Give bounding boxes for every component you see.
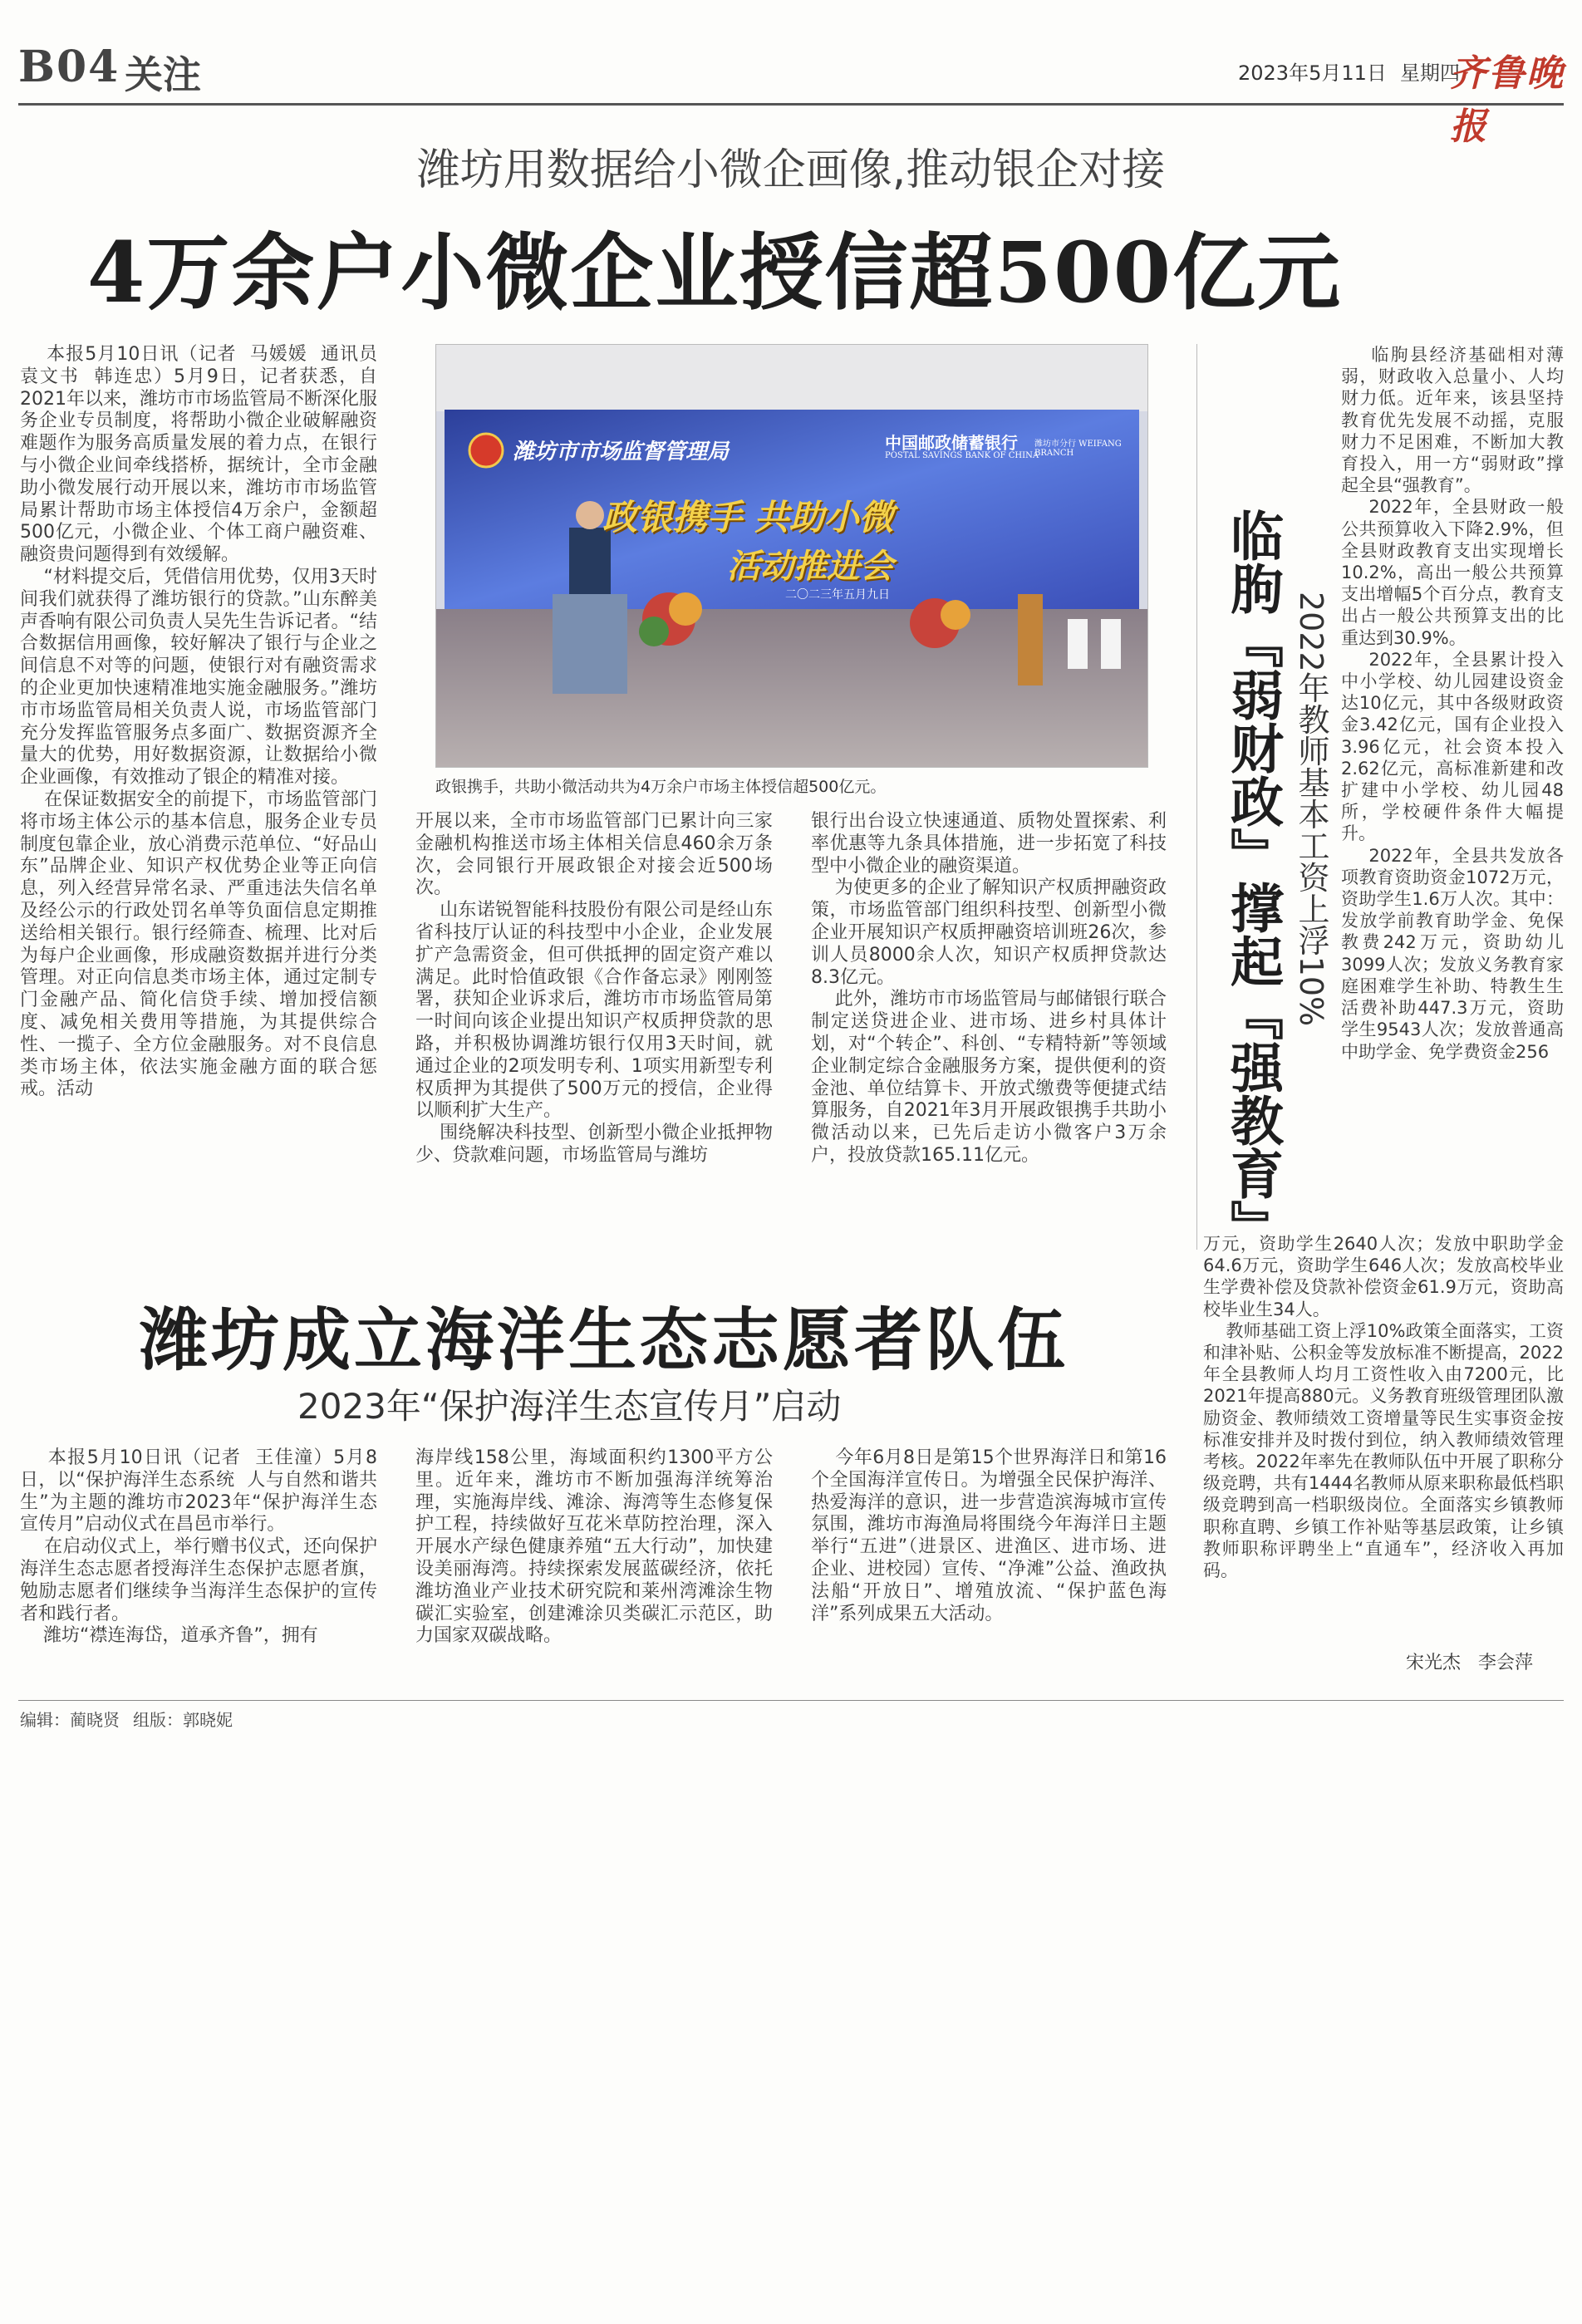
footer-rule: [18, 1700, 1564, 1701]
footer-editor: 编辑：蔺晓贤: [20, 1710, 120, 1730]
photo-caption: 政银携手，共助小微活动共为4万余户市场主体授信超500亿元。: [435, 778, 887, 796]
issue-weekday: 星期四: [1400, 61, 1460, 85]
sidebar-title: 临朐『弱财政』撑起『强教育』: [1221, 509, 1284, 1253]
article1-column-1: 本报5月10日讯（记者 马媛媛 通讯员 袁文书 韩连忠）5月9日，记者获悉，自2021年以来，潍坊市市场监管局不断深化服务企业专员制度，将帮助小微企业破解融资难题作为服务高质量发展的着力点，在银行与小微企业间牵线搭桥，据统计，全市金融助小微发展行动开展以来，潍坊市市场监管局累计帮助市场主体授信4万余户，金额超500亿元，小微企业、个体工商户融资难、融资贵问题得到有效缓解。 “材料提交后，凭借信用优势，仅用3天时间我们就获得了潍坊银行的贷款。”山东醉美声香响有限公司负责人吴先生告诉记者。“结合数据信用画像，较好解决了银行与企业之间信息不对等的问题，使银行对有融资需求的企业更加快速精准地实施金融服务。”潍坊市市场监管局相关负责人说，市场监管部门充分发挥监管服务点多面广、数据资源齐全量大的优势，用好数据资源，让数据给小微企业画像，有效推动了银企的精准对接。 在保证数据安全的前提下，市场监管部门将市场主体公示的基本信息，服务企业专员制度包靠企业，放心消费示范单位、“好品山东”品牌企业、知识产权优势企业等正向信息，列入经营异常名录、严重违法失信名单及经公示的行政处罚名单等负面信息定期推送给相关银行。银行经筛查、梳理、比对后为每户企业画像，形成融资数据并进行分类管理。对正向信息类市场主体，通过定制专门金融产品、简化信贷手续、增加授信额度、减免相关费用等措施，为其提供综合性、一揽子、全方位金融服务。对不良信息类市场主体，依法实施金融方面的联合惩戒。活动: [20, 344, 377, 1100]
banner-line-2: 活动推进会: [727, 547, 893, 586]
screen-right-logo-text: 中国邮政储蓄银行: [885, 433, 1018, 453]
article2-title: 潍坊成立海洋生态志愿者队伍: [140, 1300, 1069, 1380]
article1-photo: [435, 344, 1148, 768]
newspaper-brand-logo: 齐鲁晚报: [1450, 52, 1565, 148]
article1-kicker: 潍坊用数据给小微企画像,推动银企对接: [416, 145, 1166, 195]
banner-date: 二〇二三年五月九日: [785, 588, 890, 602]
article2-column-3: 今年6月8日是第15个世界海洋日和第16个全国海洋宣传日。为增强全民保护海洋、热爱海洋的意识，进一步营造滨海城市宣传氛围，潍坊市海渔局将围绕今年海洋日主题举行“五进”（进景区、进渔区、进市场、进企业、进校园）宣传、“净滩”公益、渔政执法船“开放日”、增殖放流、“保护蓝色海洋”系列成果五大活动。: [811, 1447, 1167, 1624]
sidebar-divider: [1196, 344, 1197, 1250]
section-name: 关注: [125, 52, 201, 97]
screen-right-logo-en: POSTAL SAVINGS BANK OF CHINA: [885, 451, 1039, 460]
article2-subtitle: 2023年“保护海洋生态宣传月”启动: [297, 1386, 842, 1427]
banner-line-1: 政银携手 共助小微: [602, 497, 894, 538]
article1-title: 4万余户小微企业授信超500亿元: [86, 224, 1343, 322]
screen-left-logo-text: 潍坊市市场监督管理局: [513, 440, 730, 464]
article1-column-3: 银行出台设立快速通道、质物处置探索、利率优惠等九条具体措施，进一步拓宽了科技型中小微企业的融资渠道。 为使更多的企业了解知识产权质押融资政策，市场监管部门组织科技型、创新型小微企业开展知识产权质押融资培训班26次，参训人员8000余人次，知识产权质押贷款达8.3亿元。 此外，潍坊市市场监管局与邮储银行联合制定送贷进企业、进市场、进乡村具体计划，对“个转企”、科创、“专精特新”等领域企业制定综合金融服务方案，提供便利的资金池、单位结算卡、开放式缴费等便捷式结算服务，自2021年3月开展政银携手共助小微活动以来，已先后走访小微客户3万余户，投放贷款165.11亿元。: [811, 811, 1167, 1166]
issue-date: 2023年5月11日: [1238, 61, 1387, 85]
article2-column-1: 本报5月10日讯（记者 王佳潼）5月8日，以“保护海洋生态系统 人与自然和谐共生”为主题的潍坊市2023年“保护海洋生态宣传月”启动仪式在昌邑市举行。 在启动仪式上，举行赠书仪式，还向保护海洋生态志愿者授海洋生态保护志愿者旗，勉励志愿者们继续争当海洋生态保护的宣传者和践行者。 潍坊“襟连海岱，道承齐鲁”，拥有: [20, 1447, 377, 1647]
sidebar-subtitle: 2022年教师基本工资上浮10%: [1293, 592, 1329, 1027]
header-rule: [18, 103, 1564, 106]
sidebar-author: 宋光杰 李会萍: [1406, 1653, 1533, 1673]
sidebar-body-wide: 万元，资助学生2640人次；发放中职助学金64.6万元，资助学生646人次；发放高校毕业生学费补偿及贷款补偿资金61.9万元，资助高校毕业生34人。 教师基础工资上浮10%政策全面落实，工资和津补贴、公积金等发放标准不断提高，2022年全县教师人均月工资性收入由7200元，比2021年提高880元。义务教育班级管理团队激励资金、教师绩效工资增量等民生实事资金按标准安排并及时拨付到位，纳入教师绩效管理考核。2022年率先在教师队伍中开展了职称分级竞聘，共有1444名教师从原来职称最低档职级竞聘到高一档职级岗位。全面落实乡镇教师职称直聘、乡镇工作补贴等基层政策，让乡镇教师职称评聘坐上“直通车”，经济收入再加码。: [1203, 1234, 1564, 1581]
page-number: B04: [18, 42, 120, 92]
article2-column-2: 海岸线158公里，海域面积约1300平方公里。近年来，潍坊市不断加强海洋统筹治理，实施海岸线、滩涂、海湾等生态修复保护工程，持续做好互花米草防控治理，深入开展水产绿色健康养殖“五大行动”，加快建设美丽海湾。持续探索发展蓝碳经济，依托潍坊渔业产业技术研究院和莱州湾滩涂生物碳汇实验室，创建滩涂贝类碳汇示范区，助力国家双碳战略。: [415, 1447, 773, 1647]
article1-column-2: 开展以来，全市市场监管部门已累计向三家金融机构推送市场主体相关信息460余万条次，会同银行开展政银企对接会近500场次。 山东诺锐智能科技股份有限公司是经山东省科技厅认证的科技型中小企业，企业发展扩产急需资金，但可供抵押的固定资产难以满足。此时恰值政银《合作备忘录》刚刚签署，获知企业诉求后，潍坊市市场监管局第一时间向该企业提出知识产权质押贷款的思路，并积极协调潍坊银行仅用3天时间，就通过企业的2项发明专利、1项实用新型专利权质押为其提供了500万元的授信，企业得以顺利扩大生产。 围绕解决科技型、创新型小微企业抵押物少、贷款难问题，市场监管局与潍坊: [415, 811, 773, 1166]
screen-right-branch: 潍坊市分行 WEIFANG BRANCH: [1034, 440, 1122, 458]
sidebar-body-narrow: 临朐县经济基础相对薄弱，财政收入总量小、人均财力低。近年来，该县坚持教育优先发展不动摇，克服财力不足困难，不断加大教育投入，用一方“弱财政”撑起全县“强教育”。 2022年，全县财政一般公共预算收入下降2.9%，但全县财政教育支出实现增长10.2%，高出一般公共预算支出增幅5个百分点，教育支出占一般公共预算支出的比重达到30.9%。 2022年，全县累计投入中小学校、幼儿园建设资金达10亿元，其中各级财政资金3.42亿元，国有企业投入3.96亿元，社会资本投入2.62亿元，高标准新建和改扩建中小学校、幼儿园48所，学校硬件条件大幅提升。 2022年，全县共发放各项教育资助资金1072万元，资助学生1.6万人次。其中：发放学前教育助学金、免保教费242万元，资助幼儿3099人次；发放义务教育家庭困难学生补助、特教生生活费补助447.3万元，资助学生9543人次；发放普通高中助学金、免学费资金256: [1341, 345, 1565, 1062]
footer-designer: 组版：郭晓妮: [133, 1710, 233, 1730]
